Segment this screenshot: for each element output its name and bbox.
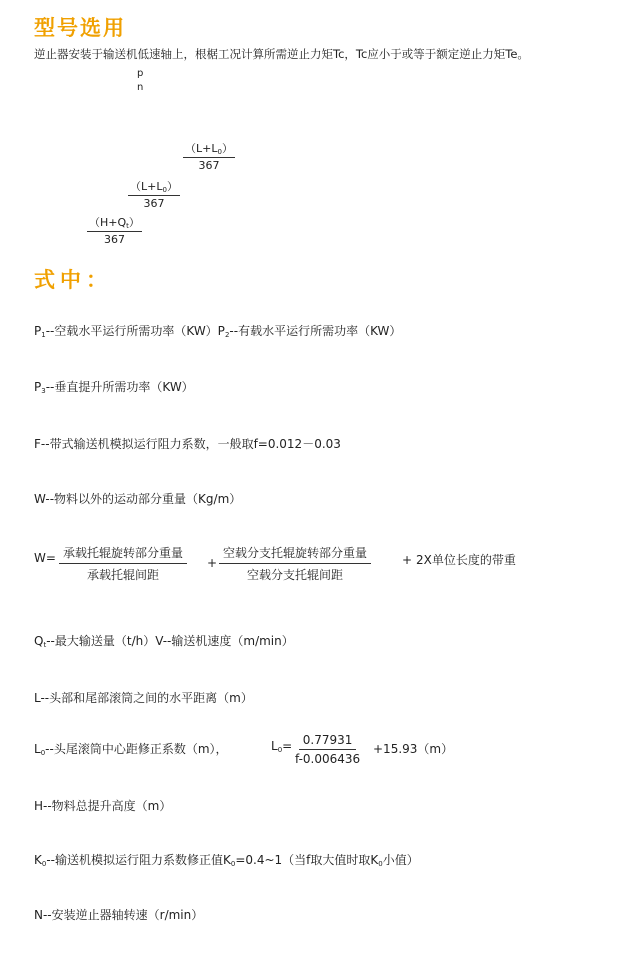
w-fraction-empty-idlers: [219, 544, 371, 583]
definition-p1-p2: $P_1--$空载水平运行所需功率$(KW)P_2--$有载水平运行所需功率（KW）: [34, 324, 402, 339]
fraction-denominator: 367: [103, 233, 125, 246]
fraction-numerator: $(L+L_0)$: [185, 142, 233, 156]
fraction-numerator: $(H+Q_t)$: [89, 216, 140, 230]
formula-p: p: [137, 68, 144, 79]
definition-w: W--物料以外的运动部分重量（Kg/m）: [34, 492, 242, 506]
fraction-numerator: $(L+L_0)$: [130, 180, 178, 194]
definition-f: F--带式输送机模拟运行阻力系数，一般取f=0.012－0.03: [34, 437, 341, 451]
section-title-model-selection: 型号选用: [34, 16, 126, 40]
definition-p3: $P_3--$垂直提升所需功率（KW）: [34, 380, 194, 395]
fraction-denominator: 367: [198, 159, 220, 172]
definition-h: H--物料总提升高度（m）: [34, 799, 172, 813]
fraction-h-qt: [87, 214, 142, 246]
fraction-l-l0-a: [183, 140, 235, 172]
w-equation-lhs: W=: [34, 551, 56, 565]
l0-fraction: [295, 733, 360, 766]
l0-equation-lhs: $L_0=$: [271, 739, 293, 754]
definition-n: N--安装逆止器轴转速（r/min）: [34, 908, 204, 922]
definition-l0: $L_0--$头尾滚筒中心距修正系数（m），: [34, 742, 228, 757]
fraction-denominator: 367: [143, 197, 165, 210]
definition-l: L--头部和尾部滚筒之间的水平距离（m）: [34, 691, 253, 705]
fraction-denominator: f-0.006436: [295, 752, 361, 766]
section-title-where: 式中：: [34, 268, 112, 292]
w-equation-tail: 2X单位长度的带重: [416, 553, 516, 567]
fraction-numerator: 承载托辊旋转部分重量: [59, 544, 187, 564]
fraction-numerator: 空载分支托辊旋转部分重量: [219, 544, 371, 564]
fraction-denominator: 空载分支托辊间距: [247, 568, 344, 582]
w-fraction-loaded-idlers: [59, 544, 187, 583]
plus-sign: +: [207, 556, 218, 570]
plus-sign: +: [402, 553, 413, 567]
fraction-l-l0-b: [128, 178, 180, 210]
fraction-denominator: 承载托辊间距: [87, 568, 160, 582]
fraction-numerator: 0.77931: [299, 733, 357, 750]
l0-equation-tail: +15.93（m）: [373, 742, 454, 756]
definition-qt-v: $Q_t--$最大输送量（t/h）V--输送机速度（m/min）: [34, 634, 294, 649]
intro-text: 逆止器安装于输送机低速轴上，根椐工况计算所需逆止力矩Tc，Tc应小于或等于额定逆止力矩Te。: [34, 47, 529, 61]
definition-k0: $K_0--$输送机模拟运行阻力系数修正值$K_0=0.4\sim 1$（当f取大值时取$K_0$小值）: [34, 853, 419, 868]
formula-n: n: [137, 82, 144, 93]
